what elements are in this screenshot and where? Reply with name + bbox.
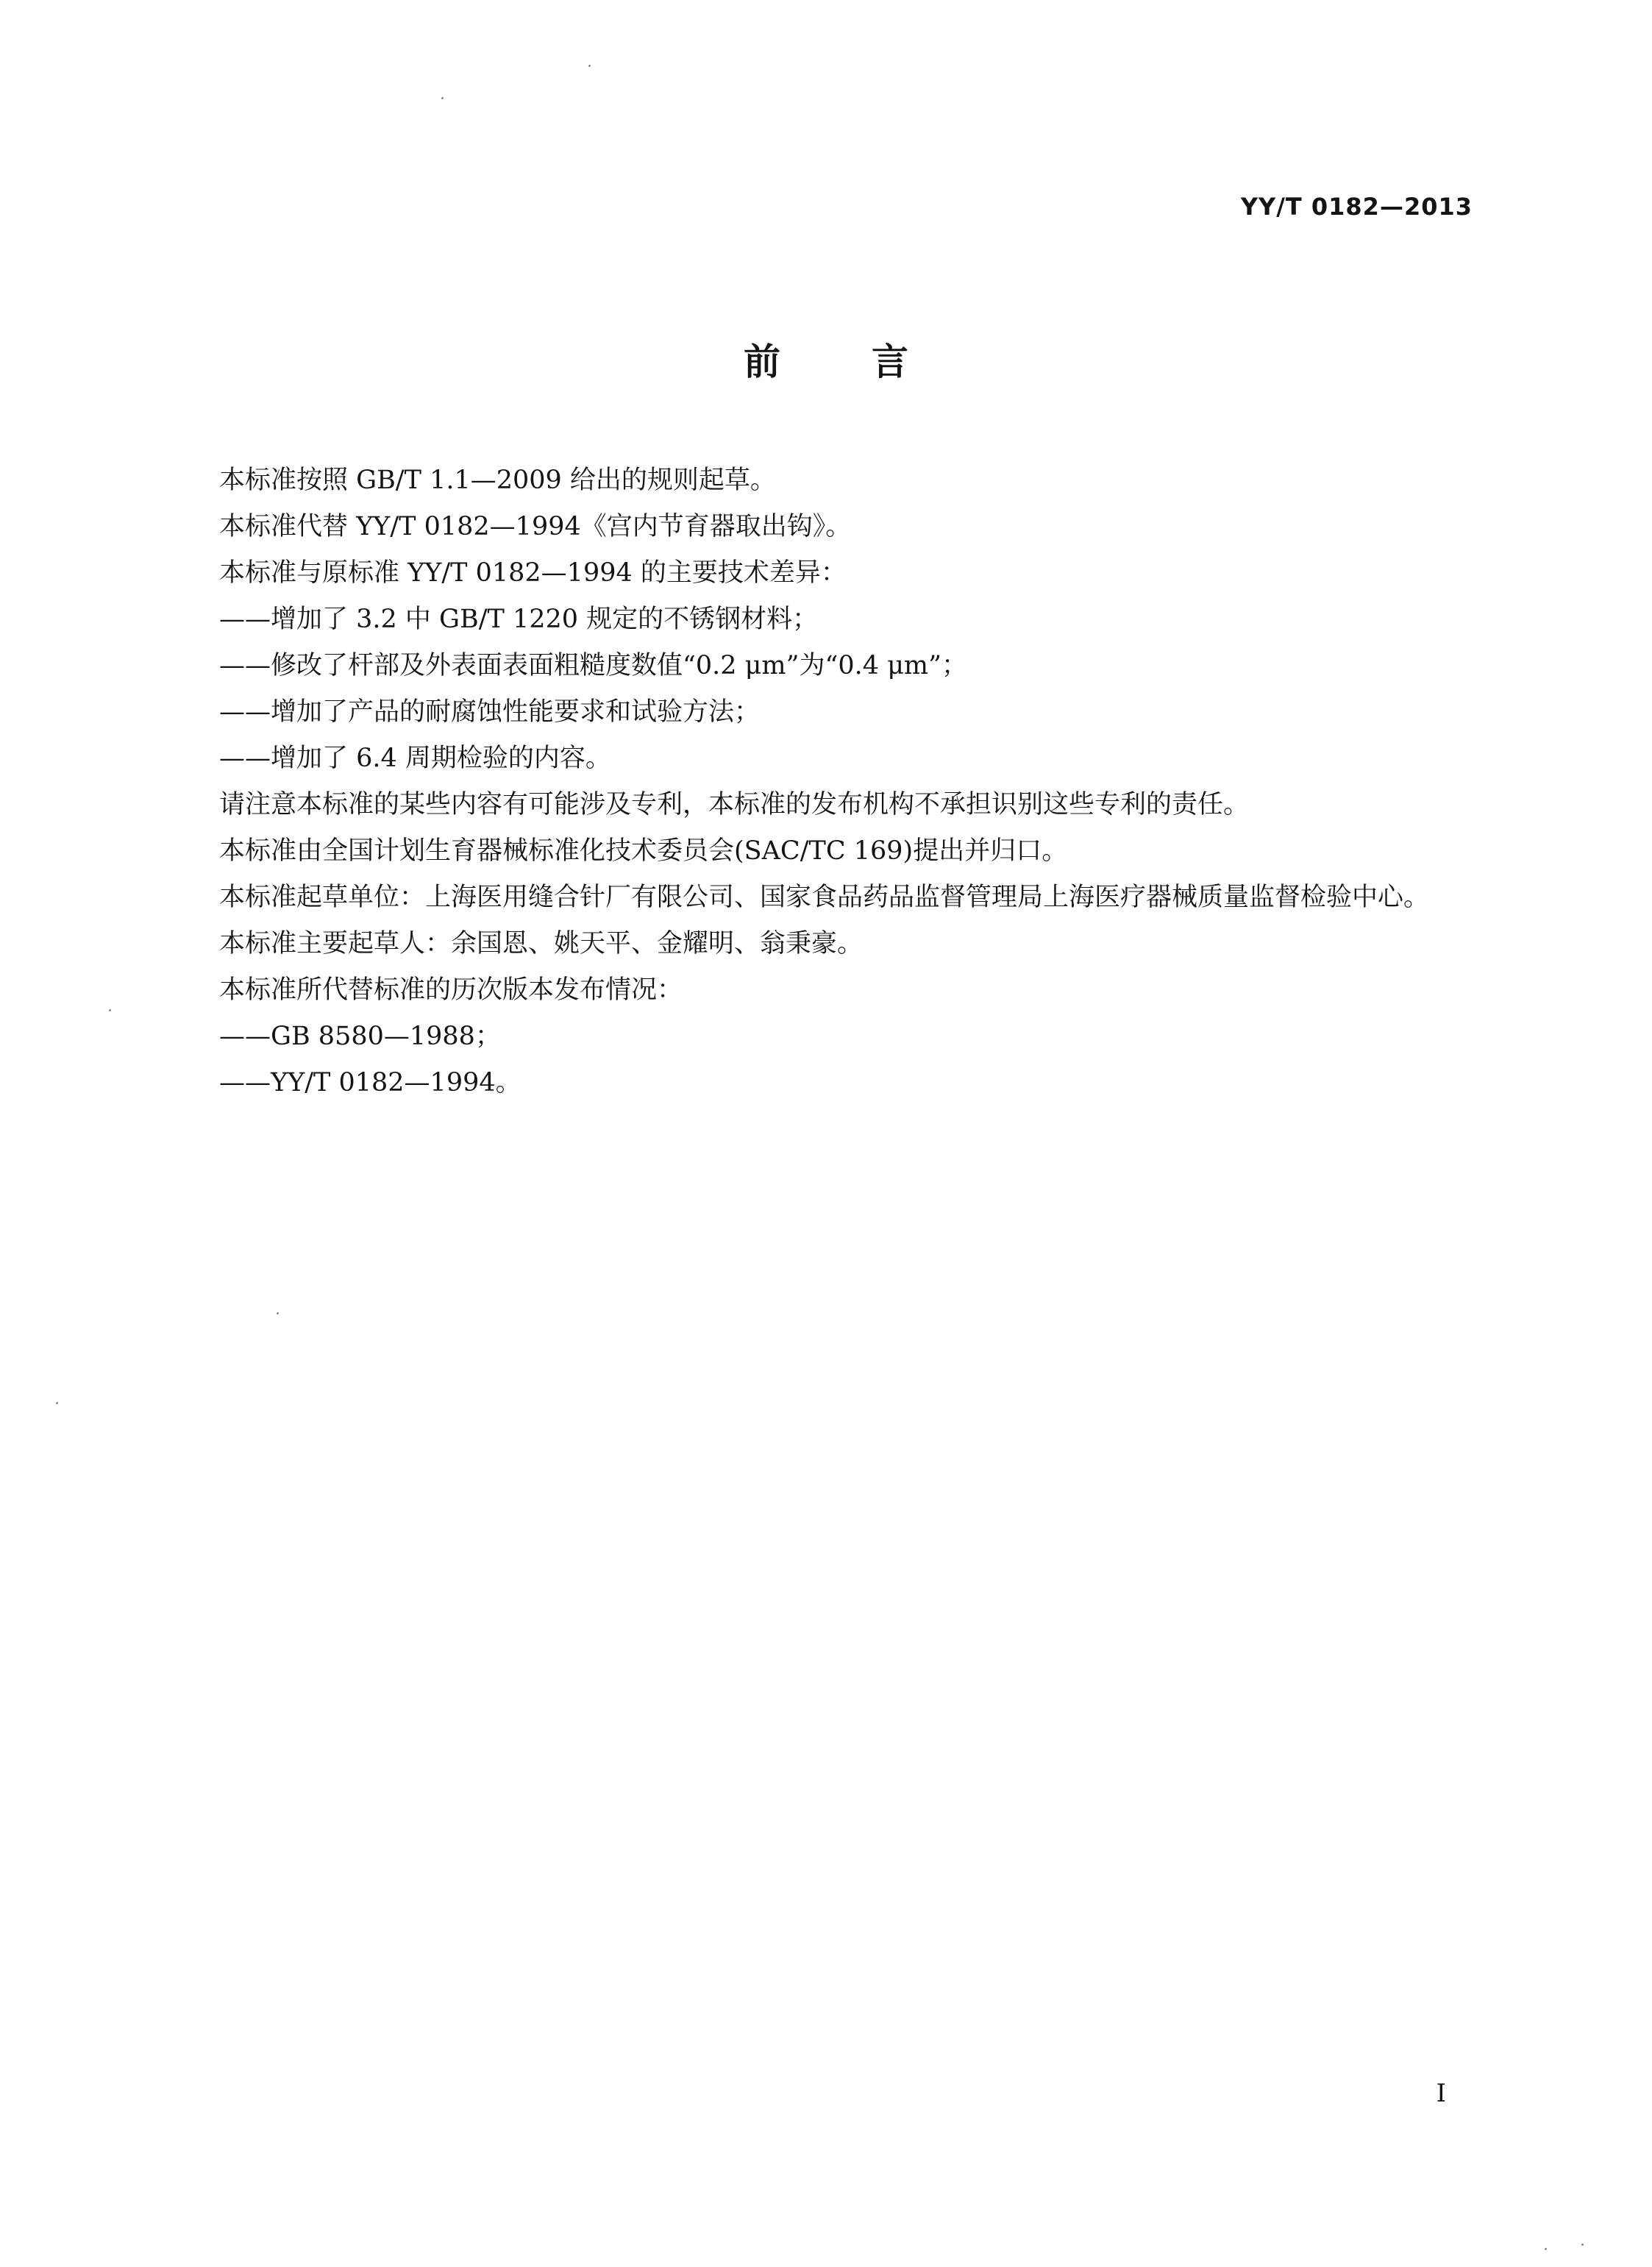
list-item-history: ——YY/T 0182—1994。 [219, 1068, 521, 1097]
list-item-difference: ——增加了产品的耐腐蚀性能要求和试验方法； [219, 697, 761, 727]
list-item-history: ——GB 8580—1988； [219, 1022, 501, 1051]
paragraph-drafters: 本标准主要起草人：余国恩、姚天平、金耀明、翁秉豪。 [219, 929, 864, 958]
scan-speck [277, 1312, 279, 1314]
scan-speck [441, 97, 444, 99]
list-item-difference: ——增加了 6.4 周期检验的内容。 [219, 744, 611, 773]
paragraph-history-intro: 本标准所代替标准的历次版本发布情况： [219, 975, 683, 1005]
paragraph-drafting-units: 本标准起草单位：上海医用缝合针厂有限公司、国家食品药品监督管理局上海医疗器械质量监督检验中心。 [219, 883, 1430, 912]
paragraph-drafting-rules: 本标准按照 GB/T 1.1—2009 给出的规则起草。 [219, 466, 776, 495]
page-title: 前言 [744, 341, 1000, 383]
paragraph-proposer: 本标准由全国计划生育器械标准化技术委员会(SAC/TC 169)提出并归口。 [219, 836, 1068, 866]
scan-speck [1581, 2243, 1584, 2246]
scan-speck [56, 1402, 58, 1404]
scan-speck [109, 1009, 111, 1011]
foreword-body [168, 458, 1492, 1106]
list-item-difference: ——增加了 3.2 中 GB/T 1220 规定的不锈钢材料； [219, 605, 819, 634]
scan-speck [1545, 2248, 1547, 2250]
list-item-difference: ——修改了杆部及外表面表面粗糙度数值“0.2 μm”为“0.4 μm”； [219, 651, 968, 680]
paragraph-replaces: 本标准代替 YY/T 0182—1994《宫内节育器取出钩》。 [219, 512, 852, 541]
scan-speck [588, 65, 591, 67]
standard-code: YY/T 0182—2013 [1240, 193, 1473, 221]
paragraph-differences-intro: 本标准与原标准 YY/T 0182—1994 的主要技术差异： [219, 558, 847, 588]
paragraph-patent-notice: 请注意本标准的某些内容有可能涉及专利，本标准的发布机构不承担识别这些专利的责任。 [219, 790, 1250, 819]
page-number: I [1436, 2079, 1446, 2108]
